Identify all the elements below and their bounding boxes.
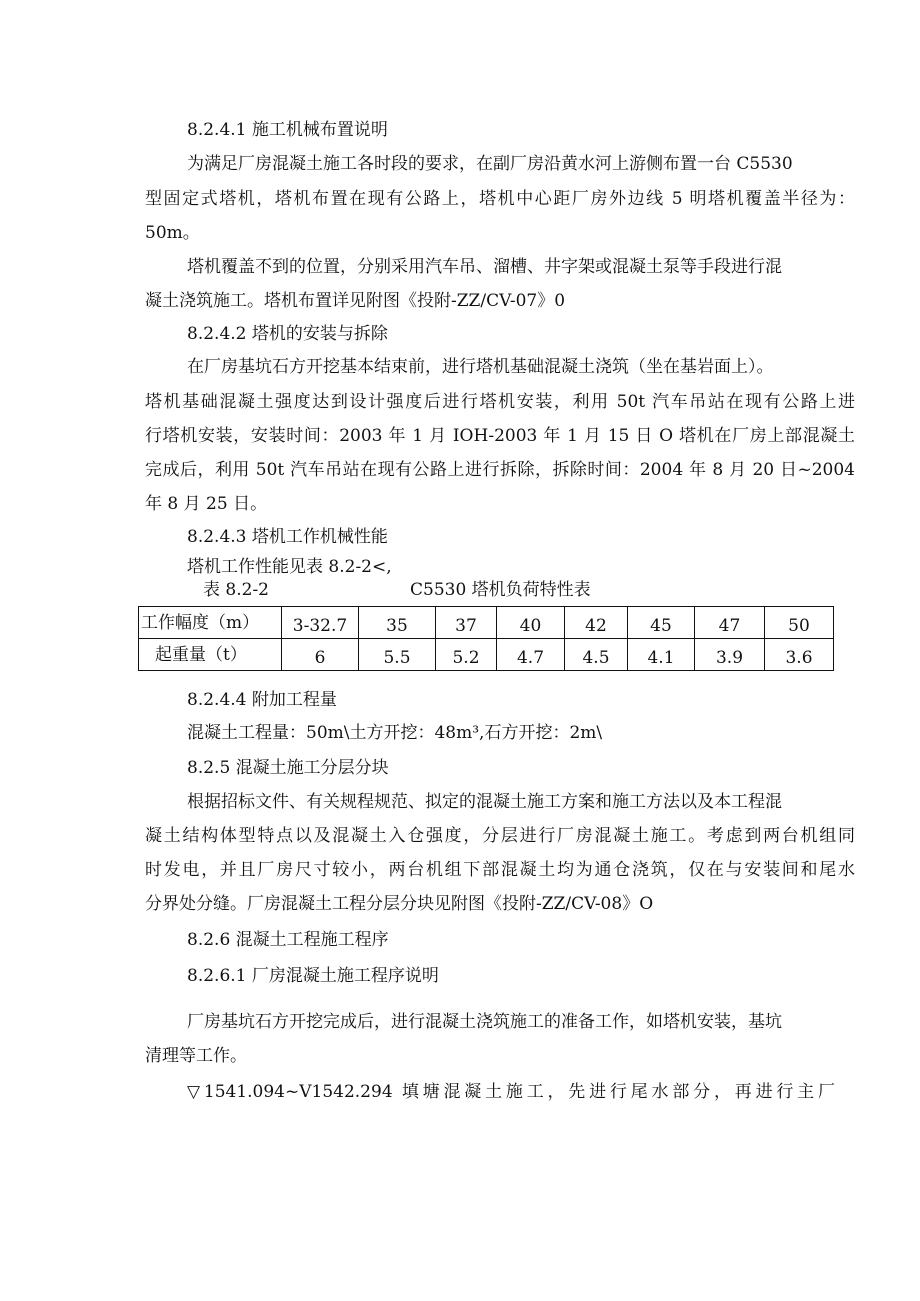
table-cell: 42 [565, 607, 628, 639]
load-characteristic-table [138, 606, 834, 671]
table-row [139, 639, 834, 671]
paragraph-line: 厂房基坑石方开挖完成后，进行混凝土浇筑施工的准备工作，如塔机安装，基坑 [187, 1012, 782, 1032]
table-cell: 35 [359, 607, 436, 639]
paragraph-line: 塔机基础混凝土强度达到设计强度后进行塔机安装，利用 50t 汽车吊站在现有公路上进 [145, 392, 855, 412]
heading-8-2-4-4: 8.2.4.4 附加工程量 [187, 690, 337, 710]
table-cell: 6 [282, 639, 359, 671]
paragraph-line: 50m。 [145, 223, 200, 243]
paragraph-line: 型固定式塔机，塔机布置在现有公路上，塔机中心距厂房外边线 5 明塔机覆盖半径为： [145, 189, 855, 209]
heading-8-2-4-2: 8.2.4.2 塔机的安装与拆除 [187, 324, 388, 344]
table-cell: 40 [497, 607, 565, 639]
table-cell: 37 [436, 607, 497, 639]
paragraph-line: 根据招标文件、有关规程规范、拟定的混凝土施工方案和施工方法以及本工程混 [187, 792, 782, 812]
table-cell: 4.1 [628, 639, 695, 671]
table-cell: 3.6 [765, 639, 834, 671]
paragraph-line: 在厂房基坑石方开挖基本结束前，进行塔机基础混凝土浇筑（坐在基岩面上）。 [187, 357, 774, 377]
paragraph-line: 混凝土工程量：50m\土方开挖：48m³,石方开挖：2m\ [187, 723, 603, 743]
heading-8-2-6: 8.2.6 混凝土工程施工程序 [187, 930, 389, 950]
paragraph-line: 年 8 月 25 日。 [145, 494, 268, 514]
row-header: 工作幅度（m） [139, 607, 282, 639]
paragraph-line: 完成后，利用 50t 汽车吊站在现有公路上进行拆除，拆除时间：2004 年 8 月 20 日~2004 [145, 460, 855, 480]
row-header: 起重量（t） [139, 639, 282, 671]
table-title: C5530 塔机负荷特性表 [410, 580, 591, 600]
table-cell: 3.9 [695, 639, 765, 671]
paragraph-line: 行塔机安装，安装时间：2003 年 1 月 IOH-2003 年 1 月 15 日 O 塔机在厂房上部混凝土 [145, 426, 855, 446]
paragraph-line: 为满足厂房混凝土施工各时段的要求，在副厂房沿黄水河上游侧布置一台 C5530 [187, 154, 793, 174]
paragraph-line: 分界处分缝。厂房混凝土工程分层分块见附图《投附-ZZ/CV-08》O [145, 894, 654, 914]
paragraph-line: 清理等工作。 [145, 1046, 247, 1066]
heading-8-2-6-1: 8.2.6.1 厂房混凝土施工程序说明 [187, 966, 439, 986]
paragraph-line: 凝土结构体型特点以及混凝土入仓强度，分层进行厂房混凝土施工。考虑到两台机组同 [145, 826, 855, 846]
table-cell: 45 [628, 607, 695, 639]
paragraph-line: 时发电，并且厂房尺寸较小，两台机组下部混凝土均为通仓浇筑，仅在与安装间和尾水 [145, 860, 855, 880]
table-intro: 塔机工作性能见表 8.2-2<, [187, 557, 392, 577]
table-row [139, 607, 834, 639]
heading-8-2-4-1: 8.2.4.1 施工机械布置说明 [187, 120, 388, 140]
heading-8-2-5: 8.2.5 混凝土施工分层分块 [187, 758, 389, 778]
table-cell: 4.5 [565, 639, 628, 671]
table-label: 表 8.2-2 [203, 580, 269, 600]
table-cell: 4.7 [497, 639, 565, 671]
table-cell: 50 [765, 607, 834, 639]
paragraph-line: 凝土浇筑施工。塔机布置详见附图《投附-ZZ/CV-07》0 [145, 291, 566, 311]
table-cell: 47 [695, 607, 765, 639]
paragraph-line: 塔机覆盖不到的位置，分别采用汽车吊、溜槽、井字架或混凝土泵等手段进行混 [187, 257, 782, 277]
table-cell: 3-32.7 [282, 607, 359, 639]
table-cell: 5.2 [436, 639, 497, 671]
paragraph-line: ▽1541.094~V1542.294 填塘混凝土施工，先进行尾水部分，再进行主厂 [187, 1082, 835, 1102]
table-cell: 5.5 [359, 639, 436, 671]
heading-8-2-4-3: 8.2.4.3 塔机工作机械性能 [187, 527, 388, 547]
